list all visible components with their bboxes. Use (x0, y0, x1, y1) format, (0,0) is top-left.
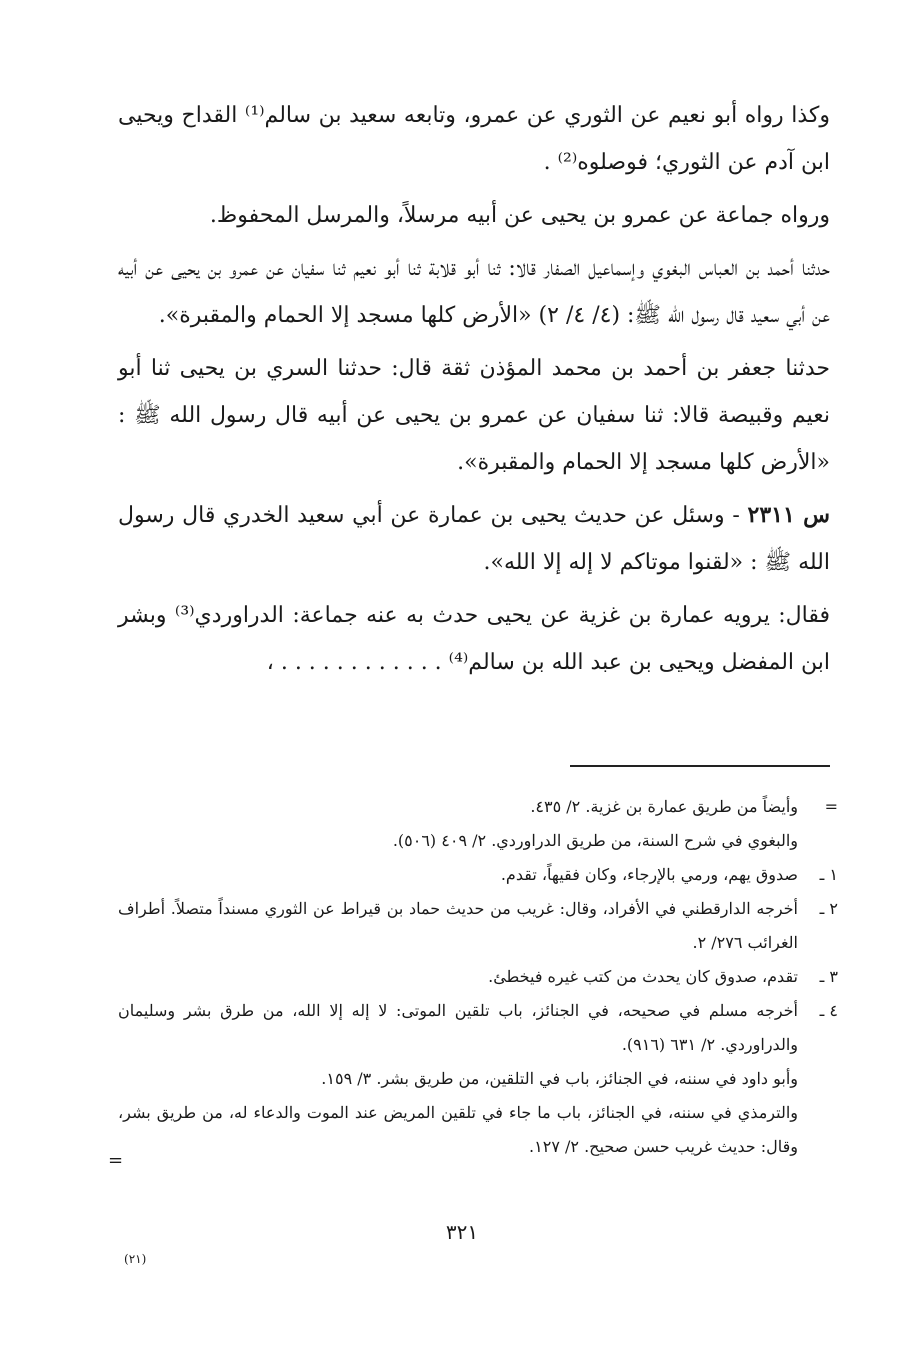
page-number: ٣٢١ (445, 1220, 479, 1244)
footnote-text: وأبو داود في سننه، في الجنائز، باب في التلقين، من طريق بشر. ٣/ ١٥٩. (321, 1069, 798, 1088)
footnote-text: أخرجه الدارقطني في الأفراد، وقال: غريب من حديث حماد بن قيراط عن الثوري مسنداً متصلاً. أطراف الغرائب ٢٧٦/ ٢. (118, 899, 798, 952)
footnote-number: = (824, 797, 838, 816)
footnote-text: وأيضاً من طريق عمارة بن غزية. ٢/ ٤٣٥. (530, 797, 798, 816)
footnote-divider (570, 765, 830, 767)
footnote-text: والبغوي في شرح السنة، من طريق الدراوردي. ٢/ ٤٠٩ (٥٠٦). (392, 831, 798, 850)
footnotes (118, 790, 838, 1164)
footnote-text: تقدم، صدوق كان يحدث من كتب غيره فيخطئ. (488, 967, 798, 986)
footnote (118, 858, 838, 892)
footnote (118, 1096, 838, 1164)
footnote-number: ١ ـ (819, 865, 838, 884)
answer-paragraph: فقال: يرويه عمارة بن غزية عن يحيى حدث به عنه جماعة: الدراوردي⁽³⁾ وبشر ابن المفضل ويحيى بن عبد الله بن سالم⁽⁴⁾ . . . . . . . . . . . . ، (118, 603, 830, 675)
paragraph: حدثنا جعفر بن أحمد بن محمد المؤذن ثقة قال: حدثنا السري بن يحيى ثنا أبو نعيم وقبيصة قالا: ثنا سفيان عن عمرو بن يحيى عن أبيه قال رسول الله ﷺ : «الأرض كلها مسجد إلا الحمام والمقبرة». (118, 356, 830, 475)
question-number: س ٢٣١١ (747, 502, 831, 528)
paragraph: وكذا رواه أبو نعيم عن الثوري عن عمرو، وتابعه سعيد بن سالم⁽¹⁾ القداح ويحيى ابن آدم عن الثوري؛ فوصلوه⁽²⁾ . (118, 103, 831, 175)
footnote (118, 892, 838, 960)
footnote (118, 824, 838, 858)
question-paragraph (118, 492, 830, 586)
footnote-number: ٤ ـ (819, 1001, 838, 1020)
footnote-text: والترمذي في سننه، في الجنائز، باب ما جاء في تلقين المريض عند الموت والدعاء له، من طريق بشر، وقال: حديث غريب حسن صحيح. ٢/ ١٢٧. (118, 1103, 798, 1156)
footnote-number: ٣ ـ (819, 967, 838, 986)
footnote-text: أخرجه مسلم في صحيحه، في الجنائز، باب تلقين الموتى: لا إله إلا الله، من طرق بشر وسليمان والدراوردي. ٢/ ٦٣١ (٩١٦). (118, 1001, 798, 1054)
footnote (118, 960, 838, 994)
paragraph: حدثنا أحمد بن العباس البغوي وإسماعيل الصفار قالا: ثنا أبو قلابة ثنا أبو نعيم ثنا سفيان عن عمرو بن يحيى عن أبيه عن أبي سعيد قال رسول الله ﷺ: (٤/ ٤/ ٢) «الأرض كلها مسجد إلا الحمام والمقبرة». (118, 256, 830, 328)
question-text: - وسئل عن حديث يحيى بن عمارة عن أبي سعيد الخدري قال رسول الله ﷺ : «لقنوا موتاكم لا إله إلا الله». (118, 503, 830, 575)
footnote-number: ٢ ـ (819, 899, 838, 918)
continuation-mark: = (108, 1150, 124, 1171)
footnote (118, 790, 838, 824)
footnote (118, 994, 838, 1062)
paragraph: ورواه جماعة عن عمرو بن يحيى عن أبيه مرسلاً، والمرسل المحفوظ. (209, 203, 830, 228)
signature-mark: (٢١) (124, 1252, 147, 1266)
footnote-text: صدوق يهم، ورمي بالإرجاء، وكان فقيهاً، تقدم. (500, 865, 798, 884)
footnote (118, 1062, 838, 1096)
main-text (118, 92, 830, 686)
